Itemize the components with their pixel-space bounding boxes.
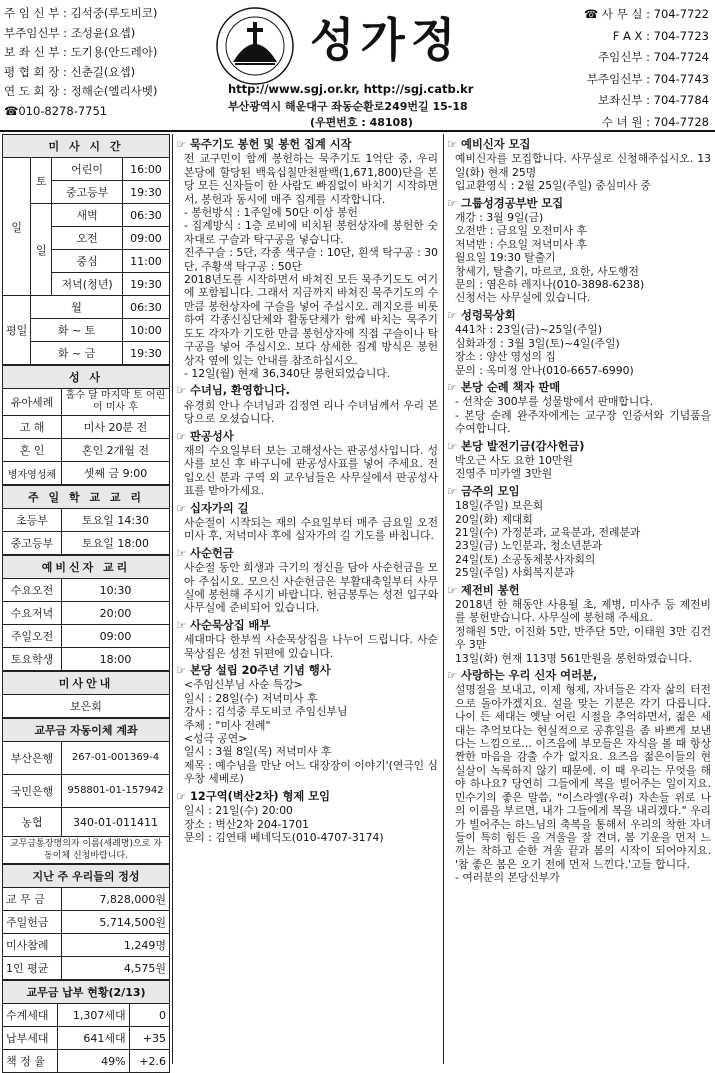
staff-line: ☎010-8278-7751 [4, 103, 108, 118]
offering-value: 5,714,500원 [62, 911, 170, 934]
phone-list [584, 4, 709, 133]
notice-column-middle [176, 134, 438, 844]
notice-text: 심화과정 : 3월 3일(토)~4일(주일) [455, 336, 620, 350]
bank-account: 958801-01-157942 [62, 775, 170, 808]
mass-type: 화 ~ 토 [31, 319, 123, 342]
mass-type: 월 [31, 296, 123, 319]
notice-heading: ☞ 본당 설립 20주년 기념 행사 [176, 664, 331, 678]
sacrament-info: 혼인 2개월 전 [62, 439, 170, 462]
offering-value: 7,828,000원 [62, 888, 170, 911]
phone-line: 주임신부 : 704-7724 [598, 50, 709, 64]
payment-value: 1,307세대 [58, 1004, 130, 1027]
catechumen-title: 예비신자 교리 [3, 556, 170, 579]
phone-line: 보좌신부 : 704-7784 [598, 93, 709, 107]
autopay-note: 교무금통장명의자 이름(세례명)으로 자동이체 신청바랍니다. [3, 837, 170, 864]
notice-text: 세대마다 한부씩 사순묵상집을 나누어 드립니다. 사순묵상집은 성전 뒤편에 있습니다. [184, 633, 438, 660]
notice-heading: ☞ 사순묵상집 배부 [176, 618, 271, 632]
mass-type: 중고등부 [52, 181, 123, 204]
mass-schedule-title: 미 사 시 간 [3, 135, 170, 158]
notice-text: 유경희 안나 수녀님과 김정연 리나 수녀님께서 우리 본당으로 오셨습니다. [184, 398, 438, 426]
notice-heading: ☞ 판공성사 [176, 429, 234, 443]
notice-text: 제목 : 예수님을 만난 어느 대장장이 이야기'(연극인 심우창 세베로) [184, 758, 438, 786]
mass-time: 19:30 [122, 342, 169, 365]
notice-text: - 봉헌방식 : 1주일에 50단 이상 봉헌 [184, 206, 358, 220]
church-logo-icon [213, 6, 297, 86]
mass-guide-value: 보은회 [3, 695, 170, 718]
bulletin-title: 성가정 [310, 13, 462, 67]
staff-line: 부주임신부 : 조성윤(요셉) [4, 25, 136, 40]
notice-heading: ☞ 예비신자 모집 [447, 138, 531, 151]
school-time: 토요일 14:30 [62, 509, 170, 532]
notice-heading: ☞ 사랑하는 우리 신자 여러분, [447, 669, 598, 683]
staff-list [4, 4, 157, 121]
sunday-school-table [2, 485, 170, 555]
offering-table [2, 864, 170, 980]
notice-item [176, 384, 438, 425]
mass-time: 06:30 [122, 204, 169, 227]
mass-day-sun: 일 [3, 158, 31, 296]
notice-heading: ☞ 그룹성경공부반 모집 [447, 196, 564, 210]
notice-text: - 여러분의 본당신부가 [455, 871, 560, 885]
notice-item [447, 584, 711, 665]
notice-heading: ☞ 수녀님, 환영합니다. [176, 384, 290, 398]
payment-status-table [2, 980, 170, 1073]
column-divider [443, 134, 444, 1064]
payment-title: 교무금 납부 현황(2/13) [3, 981, 170, 1004]
class-slot: 토요학생 [3, 648, 62, 671]
school-group: 초등부 [3, 509, 62, 532]
mass-time: 19:30 [122, 181, 169, 204]
sacrament-name: 혼 인 [3, 439, 62, 462]
offering-title: 지난 주 우리들의 정성 [3, 865, 170, 888]
phone-line: 수 녀 원 : 704-7728 [601, 114, 709, 129]
notice-text: 입교환영식 : 2월 25일(주일) 중심미사 중 [455, 179, 651, 193]
class-time: 10:30 [62, 579, 170, 602]
notice-text: 일시 : 28일(수) 저녁미사 후 [184, 691, 318, 705]
mass-day-sat: 토 [31, 158, 52, 204]
mass-time: 11:00 [122, 250, 169, 273]
notice-text: 20일(화) 제대회 [455, 512, 533, 526]
notice-column-right [447, 134, 711, 885]
class-slot: 주일오전 [3, 625, 62, 648]
notice-item [447, 381, 711, 436]
bank-account: 267-01-001369-4 [62, 742, 170, 775]
payment-change: +2.6 [129, 1050, 169, 1073]
staff-line: 보 좌 신 부 : 도기용(안드레아) [4, 45, 158, 59]
autopay-title: 교무금 자동이체 계좌 [3, 719, 170, 742]
payment-change: 0 [129, 1004, 169, 1027]
notice-text: 전 교구민이 함께 봉헌하는 묵주기도 1억단 중, 우리 본당에 할당된 백육십칠만천팔백(1,671,800)단을 본당 모든 신자들이 한 사람도 빠짐없이 바치기 시작하면서, 봉헌과 동시에 매주 집계를 시작합니다. [184, 152, 438, 206]
offering-value: 1,249명 [62, 934, 170, 957]
zip-code: (우편번호 : 48108) [310, 116, 413, 129]
payment-change: +35 [129, 1027, 169, 1050]
sacrament-info: 미사 20분 전 [62, 416, 170, 439]
notice-text: 재의 수요일부터 보는 고해성사는 판공성사입니다. 성사를 보신 후 바구니에 판공성사표를 넣어 주세요. 전입오신 분과 구역 외 교우님들은 사무실에서 판공성사표를 받아가세요. [184, 443, 438, 498]
mass-type: 오전 [52, 227, 123, 250]
bank-name: 국민은행 [3, 775, 62, 808]
offering-value: 4,575원 [62, 957, 170, 980]
notice-text: 21일(수) 가정분과, 교육분과, 전례분과 [455, 525, 641, 539]
notice-text: 주제 : "미사 전례" [184, 718, 271, 732]
mass-time: 16:00 [122, 158, 169, 181]
staff-line: 평 협 회 장 : 신춘길(요셉) [4, 64, 136, 79]
notice-text: 문의 : 김연태 베네딕도(010-4707-3174) [184, 830, 384, 844]
notice-text: 일시 : 3월 8일(목) 저녁미사 후 [184, 745, 332, 759]
notice-item [176, 664, 438, 786]
mass-time: 09:00 [122, 227, 169, 250]
staff-line: 연 도 회 장 : 정해순(엘리사벳) [4, 84, 158, 98]
notice-heading: ☞ 본당 발전기금(감사헌금) [447, 439, 585, 453]
mass-time: 10:00 [122, 319, 169, 342]
notice-heading: ☞ 12구역(벽산2차) 형제 모임 [176, 789, 331, 803]
masthead [0, 0, 715, 130]
notice-text: 25일(주일) 사회복지분과 [455, 566, 575, 580]
notice-item [176, 547, 438, 615]
notice-heading: ☞ 금주의 모임 [447, 484, 520, 498]
staff-line: 주 임 신 부 : 김석중(루도비코) [4, 6, 158, 20]
notice-text: 2018년도를 시작하면서 바쳐진 모든 묵주기도도 여기에 포함됩니다. 그래서 지금까지 바쳐진 묵주기도의 수만큼 봉헌상자에 구슬을 넣어 주십시오. 레지오를 비롯하여 각종신심단체와 활동단체가 함께 바치는 묵주기도도 각자가 기도한 만큼 봉헌상자에 직접 구슬이나 탁구공을 넣어 주십시오. 보다 상세한 집계 방식은 봉헌상자 옆에 있는 안내를 참조하십시오. [184, 273, 438, 367]
class-time: 09:00 [62, 625, 170, 648]
sacrament-info: 홀수 달 마지막 토 어린이 미사 후 [62, 389, 170, 416]
notice-text: 설명절을 보내고, 이제 형제, 자녀들은 각자 삶의 터전으로 돌아가겠지요. 설을 맞는 기분은 각기 다릅니다. 나이 든 세대는 옛날 어린 시절을 추억하면서, 젊은 세대는 추억보다는 현실적으로 공휴일을 좀 바쁘게 보낸다는 느낌으로... 이즈음에 부모들은 자식을 볼 때 항상 짠한 마음을 감출 수가 없지요. 요즈음 젊은이들의 현실살이 녹록하지 않기 때문에. 이 때 우리는 무엇을 해야 하나요? 당연히 그들에게 복을 빌어주는 일이지요. 민수기의 좋은 말씀, "이스라엘(우리) 자손들 위로 나의 이름을 부르면, 내가 그들에게 복을 내리겠다." 우리가 빌어주는 하느님의 축복을 통해서 우리의 착한 자녀들이 특히 힘든 올 겨울을 잘 견뎌, 봄 기운을 먼저 느끼는 착하고 순한 겨울 끝과 봄의 시작이 되어야지요. '참 좋은 봄은 오기 전에 먼저 느낀다.'고들 합니다. [455, 683, 711, 871]
left-sidebar [2, 134, 170, 1073]
notice-text: 일시 : 21일(수) 20:00 [184, 804, 293, 818]
notice-text: 오전반 : 금요일 오전미사 후 [455, 224, 588, 238]
catechumen-table [2, 555, 170, 671]
notice-text: 신청서는 사무실에 있습니다. [455, 291, 591, 305]
mass-time: 06:30 [122, 296, 169, 319]
sacraments-table [2, 365, 170, 485]
notice-item [176, 430, 438, 498]
website-urls[interactable]: http://www.sgj.or.kr, http://sgj.catb.kr [228, 82, 474, 96]
phone-line: 부주임신부 : 704-7743 [586, 71, 709, 86]
notice-text: 문의 : 옥미정 안나(010-6657-6990) [455, 363, 634, 377]
notice-heading: ☞ 십자가의 길 [176, 501, 249, 515]
notice-text: 강사 : 김석중 루도비코 주임신부님 [184, 705, 348, 719]
sacraments-title: 성 사 [3, 366, 170, 389]
notice-text: <주임신부님 사순 특강> [184, 678, 303, 692]
notice-text: 사순절 동안 희생과 극기의 정신을 담아 사순헌금을 모아 주십시오. 모으신 사순헌금은 부활대축일부터 사무실에 봉헌해 주시기 바랍니다. 헌금봉투는 성전 입구와 사무실에 준비되어 있습니다. [184, 561, 438, 615]
mass-type: 화 ~ 금 [31, 342, 123, 365]
mass-weekday: 평일 [3, 296, 31, 365]
notice-item [447, 669, 711, 885]
mass-schedule-table [2, 134, 170, 365]
mass-guide-title: 미사안내 [3, 672, 170, 695]
notice-text: 23일(금) 노인분과, 청소년분과 [455, 539, 603, 553]
notice-text: 저녁반 : 수요일 저녁미사 후 [455, 237, 588, 251]
notice-text: 박오근 사도 요한 10만원 [455, 453, 573, 467]
notice-heading: ☞ 본당 순례 책자 판매 [447, 380, 561, 394]
notice-item [176, 619, 438, 660]
class-slot: 수요오전 [3, 579, 62, 602]
sunday-school-title: 주 일 학 교 교 리 [3, 486, 170, 509]
church-address: 부산광역시 해운대구 좌동순환로249번길 15-18 [228, 100, 468, 113]
offering-label: 미사참례 [3, 934, 62, 957]
sacrament-name: 유아세례 [3, 389, 62, 416]
notice-heading: ☞ 성령묵상회 [447, 308, 516, 322]
notice-heading: ☞ 묵주기도 봉헌 및 봉헌 집계 시작 [176, 138, 352, 151]
payment-value: 641세대 [58, 1027, 130, 1050]
bank-account: 340-01-011411 [62, 808, 170, 837]
notice-heading: ☞ 제전비 봉헌 [447, 583, 520, 597]
notice-heading: ☞ 사순헌금 [176, 546, 234, 560]
notice-text: - 12일(월) 현재 36,340단 봉헌되었습니다. [184, 366, 391, 380]
class-slot: 수요저녁 [3, 602, 62, 625]
autopay-table [2, 718, 170, 864]
notice-text: 예비신자를 모집합니다. 사무실로 신청해주십시오. 13일(화) 현재 25명 [455, 152, 711, 179]
notice-item [447, 440, 711, 481]
notice-text: 문의 : 염은하 레지나(010-3898-6238) [455, 278, 645, 292]
notice-text: 개강 : 3월 9일(금) [455, 211, 544, 225]
payment-label: 납부세대 [3, 1027, 58, 1050]
notice-text: 창세기, 탈출기, 마르코, 요한, 사도행전 [455, 264, 639, 278]
notice-text: 정해원 5만, 이진화 5만, 반주단 5만, 이태원 3만 김건우 3만 [455, 624, 711, 652]
mass-type: 중심 [52, 250, 123, 273]
sacrament-name: 고 해 [3, 416, 62, 439]
mass-type: 저녁(청년) [52, 273, 123, 296]
school-time: 토요일 18:00 [62, 532, 170, 555]
bank-name: 부산은행 [3, 742, 62, 775]
sacrament-info: 셋째 금 9:00 [62, 462, 170, 485]
notice-text: 441차 : 23일(금)~25일(주일) [455, 323, 603, 337]
class-time: 20:00 [62, 602, 170, 625]
payment-value: 49% [58, 1050, 130, 1073]
column-divider [172, 134, 173, 1064]
notice-text: 사순절이 시작되는 재의 수요일부터 매주 금요일 오전미사 후, 저녁미사 후에 십자가의 길 기도를 바칩니다. [184, 515, 438, 543]
notice-item [447, 309, 711, 377]
notice-text: - 선착순 300부를 성물방에서 판매합니다. [455, 395, 654, 409]
bank-name: 농협 [3, 808, 62, 837]
offering-label: 주일헌금 [3, 911, 62, 934]
notice-text: - 집계방식 : 1층 로비에 비치된 봉헌상자에 봉헌한 숫자대로 구슬과 탁구공을 넣습니다. [184, 219, 438, 246]
notice-text: 장소 : 벽산2차 204-1701 [184, 817, 309, 831]
notice-text: 24일(토) 소공동체봉사자회의 [455, 552, 596, 566]
notice-item [176, 138, 438, 380]
notice-text: 진주구슬 : 5단, 각종 색구슬 : 10단, 흰색 탁구공 : 30단, 주황색 탁구공 : 50단 [184, 246, 438, 273]
notice-text: 장소 : 양산 영성의 집 [455, 350, 556, 364]
offering-label: 1인 평균 [3, 957, 62, 980]
mass-guide-table [2, 671, 170, 718]
phone-line: ☎ 사 무 실 : 704-7722 [583, 7, 709, 21]
notice-item [447, 485, 711, 580]
sacrament-name: 병자영성체 [3, 462, 62, 485]
notice-text: 월요일 19:30 탈출기 [455, 251, 556, 265]
header-divider [0, 130, 715, 132]
notice-item [447, 197, 711, 305]
mass-day-sun2: 일 [31, 204, 52, 296]
notice-text: - 본당 순례 완주자에게는 교구장 인증서와 기념품을 수여합니다. [455, 408, 711, 436]
notice-item [447, 138, 711, 193]
notice-text: 2018년 한 해동안 사용될 초, 제병, 미사주 등 제전비를 봉헌받습니다. 사무실에 봉헌해 주세요. [455, 598, 711, 625]
notice-item [176, 790, 438, 845]
payment-label: 수계세대 [3, 1004, 58, 1027]
mass-type: 어린이 [52, 158, 123, 181]
mass-time: 19:30 [122, 273, 169, 296]
class-time: 18:00 [62, 648, 170, 671]
mass-type: 새벽 [52, 204, 123, 227]
payment-label: 책 정 율 [3, 1050, 58, 1073]
school-group: 중고등부 [3, 532, 62, 555]
offering-label: 교 무 금 [3, 888, 62, 911]
notice-text: <성극 공연> [184, 732, 248, 746]
notice-item [176, 502, 438, 543]
notice-text: 18일(주일) 보은회 [455, 499, 544, 513]
notice-text: 진영주 미카엘 3만원 [455, 467, 553, 481]
notice-text: 13일(화) 현재 113명 561만원을 봉헌하였습니다. [455, 651, 692, 665]
phone-line: F A X : 704-7723 [612, 28, 709, 43]
